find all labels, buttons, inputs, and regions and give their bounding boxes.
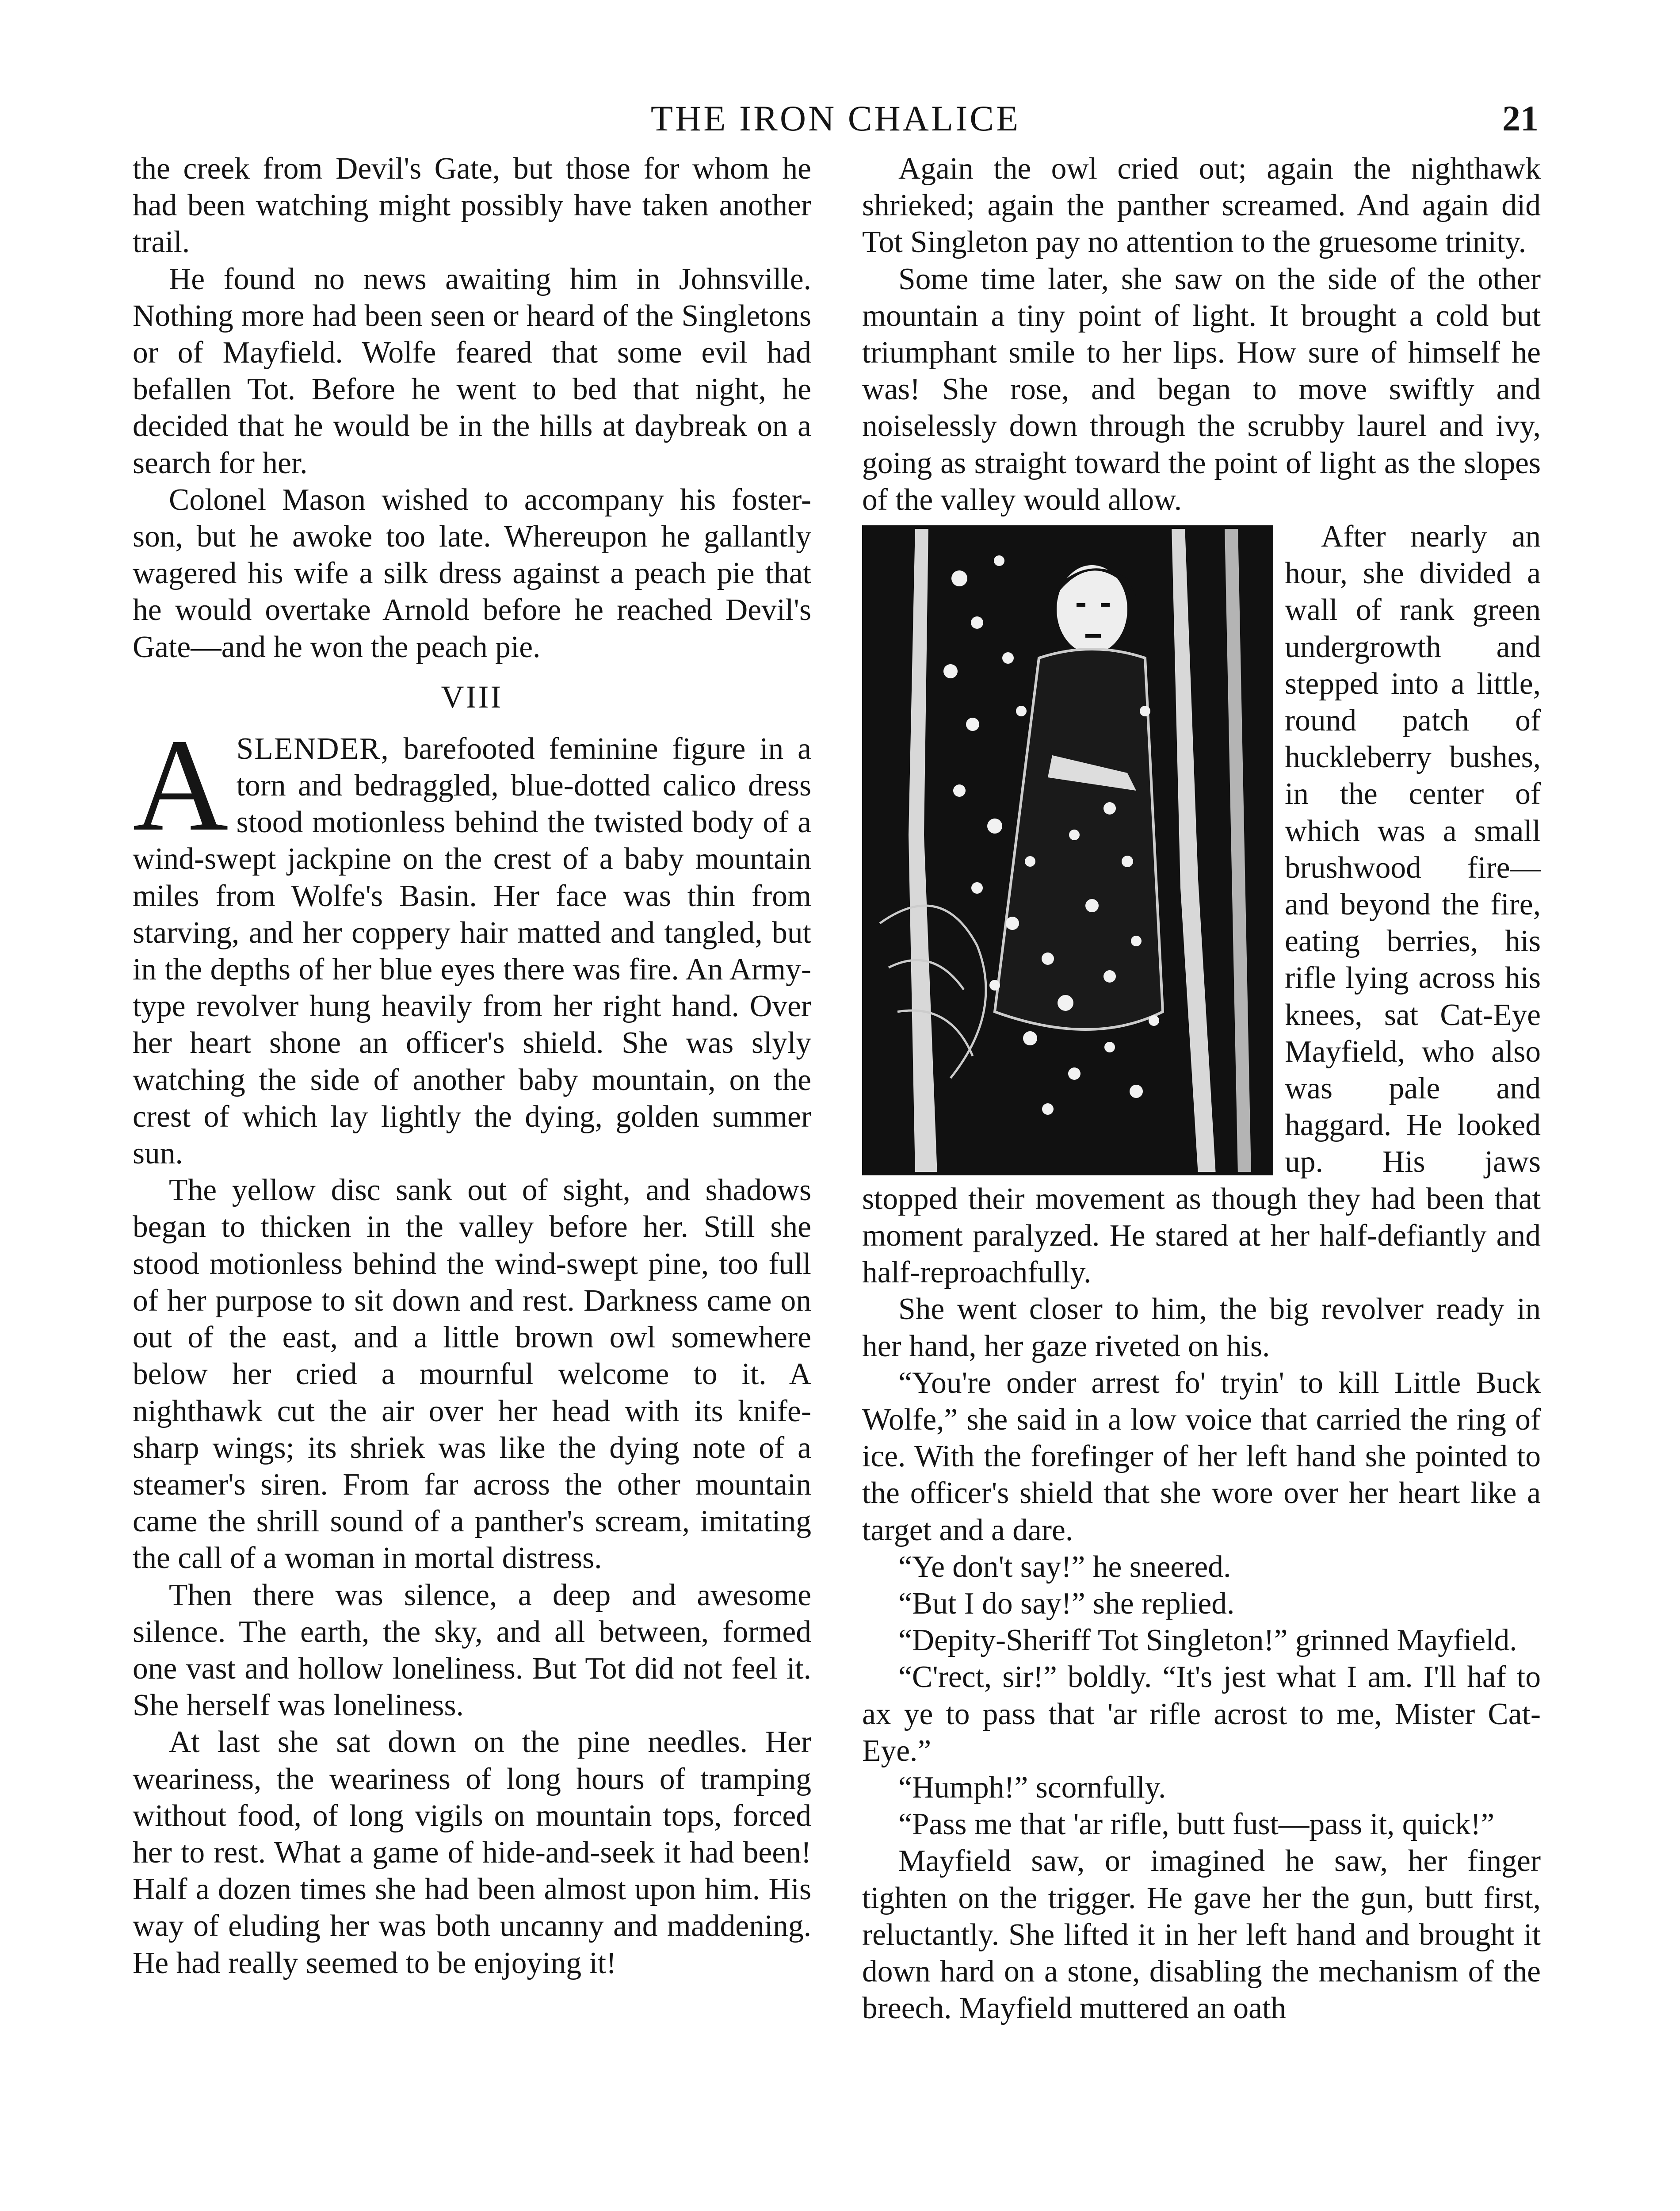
illustration-forest-woman (862, 525, 1273, 1175)
paragraph: Some time later, she saw on the side of the other mountain a tiny point of light. It brought a cold but triumphant smile to her lips. How sure of himself he was! She rose, and began to move swiftly and noiselessly down through the scrubby laurel and ivy, going as straight toward the point of light as the slopes of the valley would allow. (862, 262, 1541, 517)
paragraph: Colonel Mason wished to accompany his foster-son, but he awoke too late. Whereupon he gallantly wagered his wife a silk dress against a peach pie that he would overtake Arnold before he reached Devil's Gate—and he won the peach pie. (133, 482, 811, 664)
drop-cap: A (133, 711, 229, 858)
paragraph: Again the owl cried out; again the nighthawk shrieked; again the panther screamed. And again did Tot Singleton pay no attention to the gruesome trinity. (862, 152, 1541, 260)
paragraph: “Humph!” scornfully. (898, 1770, 1166, 1805)
page-number: 21 (1502, 98, 1539, 138)
paragraph: “C'rect, sir!” boldly. “It's jest what I am. I'll haf to ax ye to pass that 'ar rifle acrost to me, Mister Cat-Eye.” (862, 1660, 1541, 1768)
paragraph: “You're onder arrest fo' tryin' to kill Little Buck Wolfe,” she said in a low voice that carried the ring of ice. With the forefinger of her left hand she pointed to the officer's shield that she wore over her heart like a target and a dare. (862, 1366, 1541, 1547)
page-header (133, 96, 1539, 149)
paragraph: the creek from Devil's Gate, but those for whom he had been watching might possibly have taken another trail. (133, 152, 811, 260)
right-column (862, 150, 1541, 2027)
paragraph: The yellow disc sank out of sight, and shadows began to thicken in the valley before her. Still she stood motionless behind the wind-swept pine, too full of her purpose to sit down and rest. Darkness came on out of the east, and a little brown owl somewhere below her cried a mournful welcome to it. A nighthawk cut the air over her head with its knife-sharp wings; its shriek was like the dying note of a steamer's siren. From far across the other mountain came the shrill sound of a panther's scream, imitating the call of a woman in mortal distress. (133, 1173, 811, 1576)
paragraph: Then there was silence, a deep and awesome silence. The earth, the sky, and all between, formed one vast and hollow loneliness. But Tot did not feel it. She herself was loneliness. (133, 1578, 811, 1723)
paragraph: She went closer to him, the big revolver ready in her hand, her gaze riveted on his. (862, 1292, 1541, 1363)
paragraph: He found no news awaiting him in Johnsville. Nothing more had been seen or heard of the Singletons or of Mayfield. Wolfe feared that some evil had befallen Tot. Before he went to bed that night, he decided that he would be in the hills at daybreak on a search for her. (133, 262, 811, 480)
opening-paragraph (133, 711, 811, 1172)
opening-words: SLENDER, (236, 731, 389, 766)
woodcut-illustration (862, 525, 1273, 1175)
paragraph: Mayfield saw, or imagined he saw, her finger tighten on the trigger. He gave her the gun, butt first, reluctantly. She lifted it in her left hand and brought it down hard on a stone, disabling the mechanism of the breech. Mayfield muttered an oath (862, 1844, 1541, 2026)
paragraph: At last she sat down on the pine needles. Her weariness, the weariness of long hours of tramping without food, of long vigils on mountain tops, forced her to rest. What a game of hide-and-seek it had been! Half a dozen times she had been almost upon him. His way of eluding her was both uncanny and maddening. He had really seemed to be enjoying it! (133, 1725, 811, 1980)
wrapped-paragraph: After nearly an hour, she divided a wall of rank green undergrowth and stepped into a little, round patch of huckleberry bushes, in the center of which was a small brushwood fire—and beyond the fire, eating berries, his rifle lying across his knees, sat Cat-Eye Mayfield, who also was pale and haggard. He looked up. His jaws stopped their movement as though they had been that moment paralyzed. He stared at her half-defiantly and half-reproachfully. (862, 520, 1541, 1290)
paragraph: “But I do say!” she replied. (898, 1586, 1235, 1621)
paragraph: “Depity-Sheriff Tot Singleton!” grinned Mayfield. (898, 1623, 1517, 1658)
opening-text: barefooted feminine figure in a torn and bedraggled, blue-dotted calico dress stood motionless behind the twisted body of a wind-swept jackpine on the crest of a baby mountain miles from Wolfe's Basin. Her face was thin from starving, and her coppery hair matted and tangled, but in the depths of her blue eyes there was fire. An Army-type revolver hung heavily from her right hand. Over her heart shone an officer's shield. She was slyly watching the side of another baby mountain, on the crest of which lay lightly the dying, golden summer sun. (133, 731, 811, 1171)
left-column (133, 150, 811, 1981)
paragraph: “Ye don't say!” he sneered. (898, 1549, 1231, 1584)
chapter-heading: VIII (441, 679, 503, 715)
running-title: THE IRON CHALICE (650, 98, 1021, 138)
paragraph: “Pass me that 'ar rifle, butt fust—pass it, quick!” (898, 1807, 1495, 1842)
